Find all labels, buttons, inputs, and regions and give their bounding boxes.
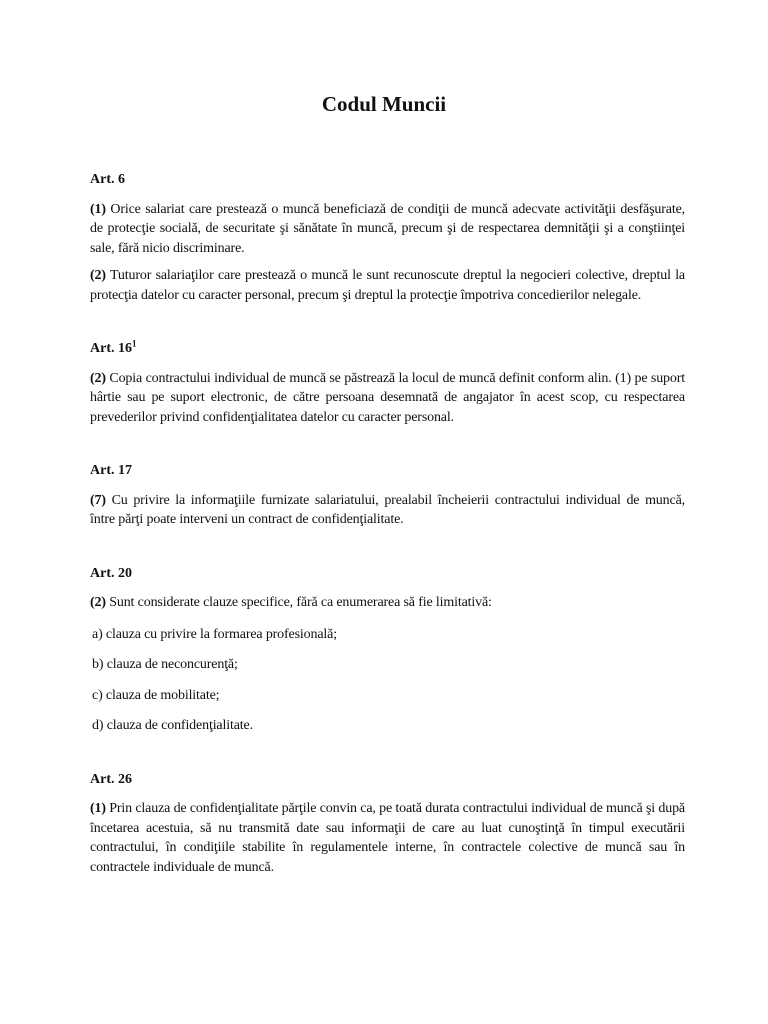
paragraph bbox=[90, 491, 685, 530]
paragraph-number: (1) bbox=[90, 201, 106, 217]
article-heading: Art. 26 bbox=[90, 771, 132, 787]
article-heading: Art. 17 bbox=[90, 463, 132, 478]
article-heading-text: Art. 16 bbox=[90, 341, 132, 356]
list-item: c) clauza de mobilitate; bbox=[92, 687, 220, 703]
list-item: a) clauza cu privire la formarea profesională; bbox=[92, 626, 337, 642]
paragraph-text: Copia contractului individual de muncă se păstrează la locul de muncă definit conform alin. (1) pe suport hârtie sau pe suport electronic, de către persoana desemnată de angajator în acest scop, cu respectarea prevederilor privind confidenţialitatea datelor cu caracter personal. bbox=[90, 370, 685, 425]
paragraph bbox=[90, 369, 685, 428]
article-17 bbox=[90, 461, 685, 530]
article-heading: Art. 6 bbox=[90, 172, 125, 187]
paragraph-text: Orice salariat care prestează o muncă beneficiază de condiţii de muncă adecvate activităţii desfăşurate, de protecţie socială, de securitate şi sănătate în muncă, precum şi de respectarea demnităţii şi a conştiinţei sale, fără nicio discriminare. bbox=[90, 201, 685, 256]
list-item: b) clauza de neconcurenţă; bbox=[92, 657, 238, 672]
paragraph-number: (2) bbox=[90, 595, 106, 610]
paragraph-text: Sunt considerate clauze specifice, fără ca enumerarea să fie limitativă: bbox=[105, 595, 492, 610]
paragraph-number: (7) bbox=[90, 492, 106, 508]
paragraph-text: Prin clauza de confidenţialitate părţile convin ca, pe toată durata contractului individual de muncă şi după încetarea acestuia, să nu transmită date sau informaţii de care au luat cunoştinţă în timpul executării contractului, în condiţiile stabilite în regulamentele interne, în contractele colective de muncă sau în contractele individuale de muncă. bbox=[90, 801, 685, 875]
article-heading bbox=[90, 339, 685, 359]
article-heading-superscript: 1 bbox=[132, 338, 137, 349]
article-26 bbox=[90, 770, 685, 878]
paragraph bbox=[90, 593, 685, 613]
paragraph-number: (2) bbox=[90, 268, 106, 283]
document-body bbox=[90, 170, 685, 911]
paragraph-number: (1) bbox=[90, 801, 106, 816]
article-6 bbox=[90, 170, 685, 305]
paragraph-text: Cu privire la informaţiile furnizate salariatului, prealabil încheierii contractului individual de muncă, între părţi poate interveni un contract de confidenţialitate. bbox=[90, 492, 685, 527]
article-16-1 bbox=[90, 339, 685, 427]
article-20 bbox=[90, 564, 685, 736]
paragraph-number: (2) bbox=[90, 370, 106, 386]
page-title: Codul Muncii bbox=[321, 92, 447, 116]
paragraph bbox=[90, 266, 685, 305]
paragraph-text: Tuturor salariaţilor care prestează o muncă le sunt recunoscute dreptul la negocieri colective, dreptul la protecţia datelor cu caracter personal, precum şi dreptul la protecţie împotriva concedierilor nelegale. bbox=[90, 268, 685, 303]
list-item: d) clauza de confidenţialitate. bbox=[92, 718, 253, 733]
article-heading: Art. 20 bbox=[90, 565, 132, 581]
paragraph bbox=[90, 799, 685, 877]
paragraph bbox=[90, 200, 685, 259]
